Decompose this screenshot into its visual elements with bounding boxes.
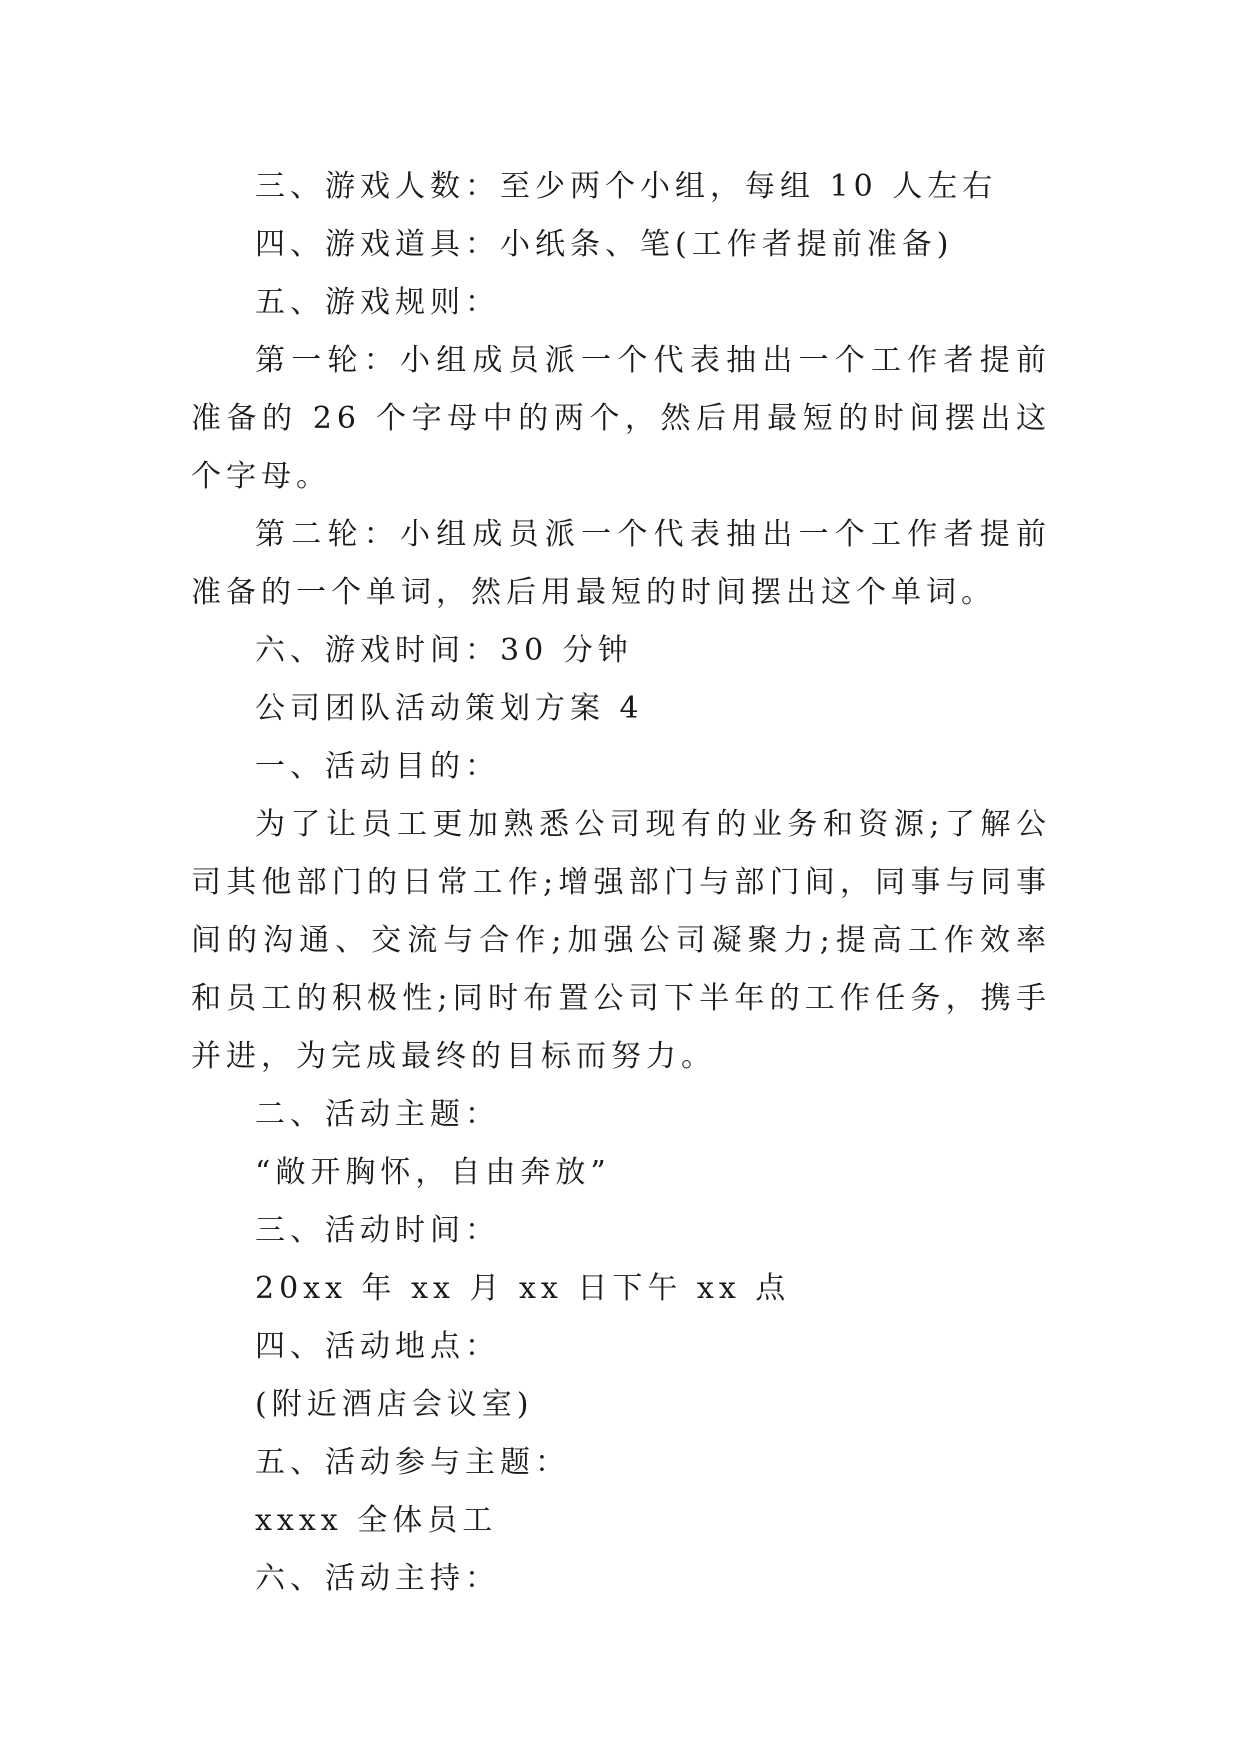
paragraph-time-body: 20xx 年 xx 月 xx 日下午 xx 点 <box>255 1271 791 1306</box>
paragraph-round-one: 第一轮：小组成员派一个代表抽出一个工作者提前准备的 26 个字母中的两个，然后用最短的时间摆出这个字母。 <box>191 343 1051 494</box>
document-body <box>191 158 1051 1608</box>
paragraph-location-body: (附近酒店会议室) <box>255 1387 534 1422</box>
paragraph-game-time: 六、游戏时间：30 分钟 <box>255 633 633 668</box>
paragraph-participants-heading: 五、活动参与主题： <box>255 1445 570 1480</box>
paragraph-theme-body: “敞开胸怀，自由奔放” <box>255 1155 611 1190</box>
paragraph-game-props: 四、游戏道具：小纸条、笔(工作者提前准备) <box>255 227 954 262</box>
paragraph-game-rules-heading: 五、游戏规则： <box>255 285 500 320</box>
section-title: 公司团队活动策划方案 4 <box>255 691 644 726</box>
paragraph-game-players: 三、游戏人数：至少两个小组，每组 10 人左右 <box>255 169 998 204</box>
paragraph-round-two: 第二轮：小组成员派一个代表抽出一个工作者提前准备的一个单词，然后用最短的时间摆出这个单词。 <box>191 517 1051 610</box>
paragraph-location-heading: 四、活动地点： <box>255 1329 500 1364</box>
paragraph-purpose-heading: 一、活动目的： <box>255 749 500 784</box>
paragraph-participants-body: xxxx 全体员工 <box>255 1503 498 1538</box>
paragraph-purpose-body: 为了让员工更加熟悉公司现有的业务和资源;了解公司其他部门的日常工作;增强部门与部门间，同事与同事间的沟通、交流与合作;加强公司凝聚力;提高工作效率和员工的积极性;同时布置公司下半年的工作任务，携手并进，为完成最终的目标而努力。 <box>191 807 1051 1074</box>
paragraph-theme-heading: 二、活动主题： <box>255 1097 500 1132</box>
paragraph-host-heading: 六、活动主持： <box>255 1561 500 1596</box>
paragraph-time-heading: 三、活动时间： <box>255 1213 500 1248</box>
